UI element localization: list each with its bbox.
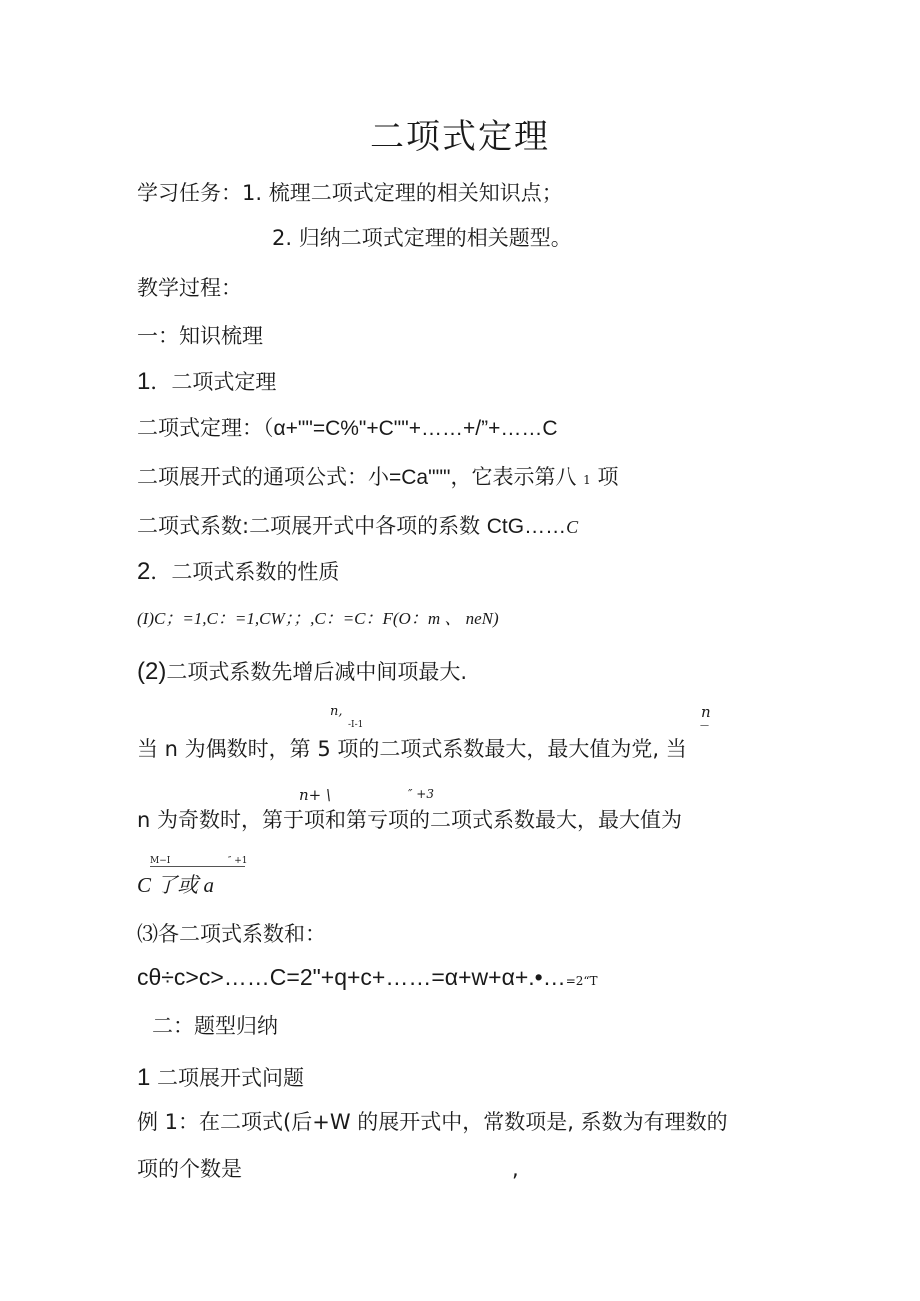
even-sup-1b: -I-1 [348,720,364,730]
property-2 [137,660,467,684]
general-term-tail: ，它表示第八 [450,465,577,489]
sum-formula-tail: =2“T [565,974,598,988]
even-case-line: 当 n 为偶数时，第 5 项的二项式系数最大，最大值为党, 当 [137,737,687,761]
subsection-heading-2 [137,560,339,584]
property-3: ⑶各二项式系数和： [137,922,326,946]
general-term-line [137,467,619,488]
example-1-comma: , [512,1157,519,1181]
example-1-line-1: 例 1：在二项式(后+W 的展开式中，常数项是, 系数为有理数的 [137,1110,728,1134]
process-label: 教学过程： [137,276,242,300]
property-2-text: 二项式系数先增后减中间项最大. [166,660,468,684]
max-sup-2: ″ +1 [228,856,248,866]
coefficient-label: 二项式系数:二项展开式中各项的系数 [137,514,487,538]
general-term-small: 1 [583,473,591,487]
subsection-heading-3 [137,1066,304,1090]
task-line-1 [137,183,563,204]
subsection-title: 二项展开式问题 [157,1066,305,1090]
general-term-label: 二项展开式的通项公式： [137,465,368,489]
coefficient-line [137,516,578,537]
subsection-number: 1 [137,1064,151,1091]
even-sup-1: n, [330,704,343,719]
coefficient-formula: CtG…… [486,515,567,538]
general-term-end: 项 [597,465,619,489]
sum-formula [137,966,598,989]
subsection-heading-1 [137,370,276,394]
task-item-2: 2. 归纳二项式定理的相关题型。 [272,226,572,250]
coefficient-tail: C [566,517,579,537]
page-title: 二项式定理 [370,117,550,157]
task-label: 学习任务： [137,181,242,205]
subsection-title: ．二项式系数的性质 [150,560,340,584]
property-1: (I)C；=1,C：=1,CW；；,C：=C：F(O：m 、 neN) [137,609,499,628]
task-item-1: 1. 梳理二项式定理的相关知识点； [242,181,563,205]
even-sup-2b: — [700,721,709,731]
example-1-line-2 [137,1159,519,1180]
odd-case-line: n 为奇数时，第于项和第亏项的二项式系数最大，最大值为 [137,808,682,832]
subsection-number: 2 [137,558,151,585]
property-2-number: (2) [137,658,167,685]
max-value-line: C 了或 a [137,873,215,897]
subsection-title: ．二项式定理 [150,370,277,394]
binomial-theorem-line [137,418,558,439]
section-heading-1: 一：知识梳理 [137,324,263,348]
max-divider [150,866,245,867]
even-sup-2: n [701,703,711,721]
section-heading-2: 二：题型归纳 [152,1014,278,1038]
sum-formula-main: cθ÷c>c>……C=2"+q+c+……=α+w+α+.•… [137,964,566,990]
max-sup-1: M−I [150,856,171,866]
example-1-question: 项的个数是 [137,1157,242,1181]
odd-sup-2: ″ +3 [408,787,434,801]
theorem-formula: （α+""=C%"+C""+……+/”+……C [263,417,558,440]
theorem-label: 二项式定理： [137,416,263,440]
odd-sup-1: n+ \ [299,786,332,804]
general-term-formula: 小=Ca""" [368,466,451,489]
subsection-number: 1 [137,368,151,395]
